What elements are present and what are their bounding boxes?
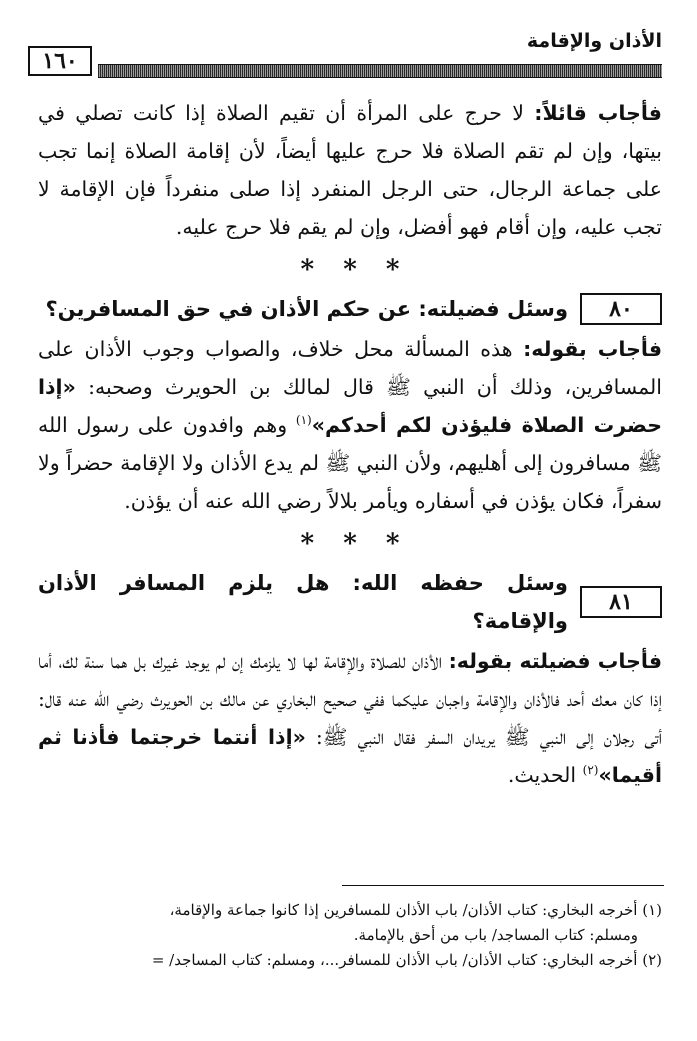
footnote-1-continued: ومسلم: كتاب المساجد/ باب من أحق بالإمامة. — [353, 926, 638, 944]
answer-text: هذه المسألة محل خلاف، والصواب وجوب الأذان على المسافرين، وذلك أن النبي ﷺ قال لمالك بن الحويرث وصحبه: — [38, 337, 662, 399]
footnote-1: (١) أخرجه البخاري: كتاب الأذان/ باب الأذان للمسافرين إذا كانوا جماعة والإقامة، — [169, 901, 662, 919]
book-title: الأذان والإقامة — [526, 30, 662, 52]
hadith-quote: «إذا أنتما خرجتما فأذنا ثم أقيما» — [38, 725, 662, 787]
answer-lead: فأجاب فضيلته بقوله: — [448, 649, 662, 673]
answer-lead: فأجاب قائلاً: — [534, 101, 662, 125]
answer-81 — [38, 642, 662, 794]
answer-text: الأذان للصلاة والإقامة لها لا يلزمك إن لم يوجد غيرك بل هما سنة لك، أما إذا كان معك أحد فالأذان والإقامة واجبان عليكما ففي صحيح البخاري عن مالك بن الحويرث رضي الله عنه قال: أتى رجلان إلى النبي ﷺ يريدان السفر فقال النبي ﷺ: — [38, 649, 662, 749]
question-text: وسئل حفظه الله: هل يلزم المسافر الأذان والإقامة؟ — [38, 571, 568, 633]
answer-lead: فأجاب بقوله: — [523, 337, 662, 361]
page-number: ١٦٠ — [28, 46, 92, 76]
header-rule — [98, 64, 662, 78]
main-text — [38, 94, 662, 794]
footnote-2: (٢) أخرجه البخاري: كتاب الأذان/ باب الأذان للمسافر...، ومسلم: كتاب المساجد/ = — [151, 951, 662, 969]
question-number-box: ٨١ — [580, 586, 662, 618]
footnote-ref: (٢) — [582, 763, 599, 778]
hadith-quote: «إذا حضرت الصلاة فليؤذن لكم أحدكم» — [38, 375, 662, 437]
answer-text-continued: وهم وافدون على رسول الله ﷺ مسافرون إلى أهليهم، ولأن النبي ﷺ لم يدع الأذان ولا الإقامة حضراً ولا سفراً، فكان يؤذن في أسفاره ويأمر بلالاً رضي الله عنه أن يؤذن. — [38, 413, 662, 513]
footnote-divider — [342, 885, 664, 886]
section-separator: * * * — [300, 255, 400, 285]
question-text: وسئل فضيلته: عن حكم الأذان في حق المسافرين؟ — [45, 297, 568, 321]
section-separator: * * * — [300, 529, 400, 559]
question-81 — [38, 564, 662, 640]
answer-text: لا حرج على المرأة أن تقيم الصلاة إذا كانت تصلي في بيتها، وإن لم تقم الصلاة فلا حرج عليها أيضاً، لأن إقامة الصلاة إنما تجب على جماعة الرجال، حتى الرجل المنفرد إذا صلى منفرداً فإن الإقامة لا تجب عليه، وإن أقام فهو أفضل، وإن لم يقم فلا حرج عليه. — [38, 101, 662, 239]
footnotes — [38, 898, 662, 973]
answer-80 — [38, 330, 662, 520]
page-header — [28, 30, 662, 84]
intro-paragraph — [38, 94, 662, 246]
footnote-ref: (١) — [295, 413, 312, 428]
question-number-box: ٨٠ — [580, 293, 662, 325]
answer-text-continued: الحديث. — [507, 763, 577, 787]
question-80 — [38, 290, 662, 328]
